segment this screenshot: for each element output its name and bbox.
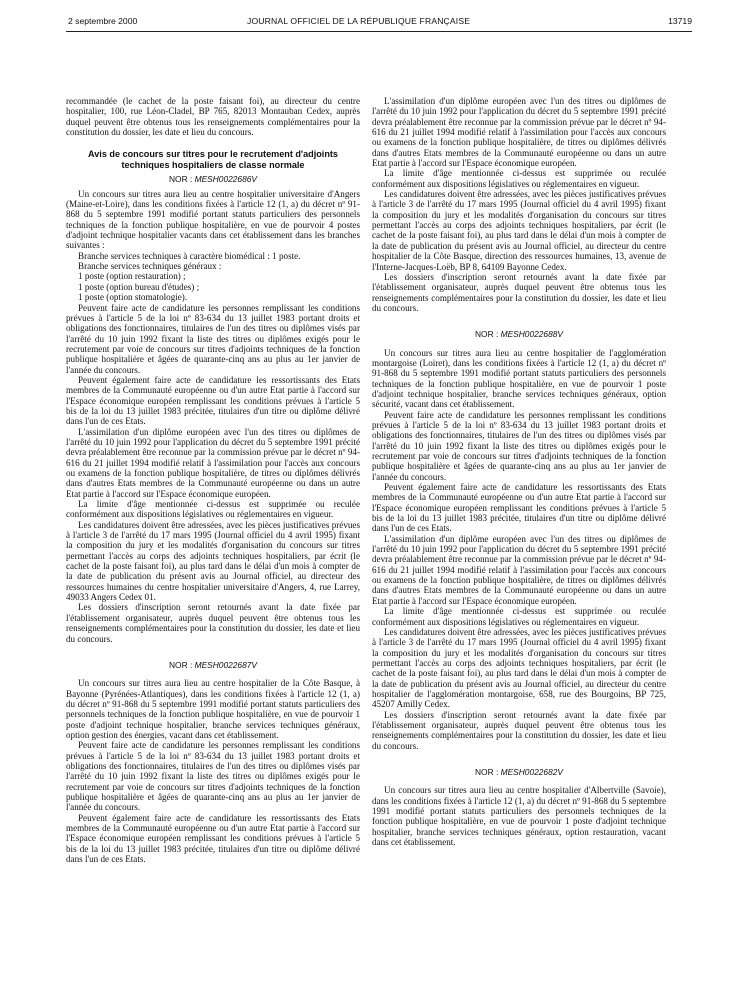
issue-date: 2 septembre 2000 bbox=[68, 16, 138, 26]
paragraph: Les dossiers d'inscription seront retournés avant la date fixée par l'établissement organisateur, auprès duquel peuvent être obtenus tous les renseignements complémentaires pour la constitution du dossier, les date et lieu du concours. bbox=[372, 709, 666, 751]
paragraph: L'assimilation d'un diplôme européen avec l'un des titres ou diplômes de l'arrêté du 10 juin 1992 pour l'application du décret du 5 septembre 1991 précité devra préalablement être reconnue par la commission prévue par le décret nº 94-616 du 21 juillet 1994 modifié relatif à l'assimilation pour l'accès aux concours ou examens de la fonction publique hospitalière, de titres ou diplômes délivrés dans d'autres Etats membres de la Communauté européenne ou dans un autre Etat partie à l'accord sur l'Espace économique européen. bbox=[66, 426, 360, 499]
paragraph: Un concours sur titres aura lieu au centre hospitalier de l'agglomération montargoise (Loiret), dans les conditions fixées à l'article 12 (1, a) du décret nº 91-868 du 5 septembre 1991 modifié portant statuts particuliers des personnels techniques de la fonction publique hospitalière, en vue de pourvoir 1 poste d'adjoint technique hospitalier, branche services techniques généraux, option sécurité, vacant dans cet établissement. bbox=[372, 347, 666, 410]
paragraph: Les candidatures doivent être adressées, avec les pièces justificatives prévues à l'article 3 de l'arrêté du 17 mars 1995 (Journal officiel du 4 avril 1995) fixant la composition du jury et les modalités d'organisation du concours sur titres permettant l'accès au corps des adjoints techniques hospitaliers, par écrit (le cachet de la poste faisant foi), au plus tard dans le délai d'un mois à compter de la date de publication du présent avis au Journal officiel, au directeur du centre hospitalier de l'agglomération montargoise, 658, rue des Bourgoins, BP 725, 45207 Amilly Cedex. bbox=[372, 626, 666, 710]
nor-reference: NOR : MESH0022688V bbox=[475, 329, 563, 340]
paragraph: Peuvent faire acte de candidature les personnes remplissant les conditions prévues à l'article 5 de la loi nº 83-634 du 13 juillet 1983 portant droits et obligations des fonctionnaires, titulaires de l'un des titres ou diplômes visés par l'arrêté du 10 juin 1992 fixant la liste des titres ou diplômes exigés pour le recrutement par voie de concours sur titres d'adjoints techniques de la fonction publique hospitalière et âgées de quarante-cinq ans au plus au 1er janvier de l'année du concours. bbox=[66, 740, 360, 813]
paragraph: Peuvent également faire acte de candidature les ressortissants des Etats membres de la Communauté européenne ou d'un autre Etat partie à l'accord sur l'Espace économique européen remplissant les conditions prévues à l'article 5 bis de la loi du 13 juillet 1983 précitée, titulaires d'un titre ou diplôme délivré dans l'un de ces Etats. bbox=[66, 374, 360, 427]
paragraph: Un concours sur titres aura lieu au centre hospitalier de la Côte Basque, à Bayonne (Pyrénées-Atlantiques), dans les conditions fixées à l'article 12 (1, a) du décret nº 91-868 du 5 septembre 1991 modifié portant statuts particuliers des personnels techniques de la fonction publique hospitalière, en vue de pourvoir 1 poste d'adjoint technique hospitalier, branche services techniques généraux, option gestion des énergies, vacant dans cet établissement. bbox=[66, 678, 360, 740]
paragraph: Peuvent faire acte de candidature les personnes remplissant les conditions prévues à l'article 5 de la loi nº 83-634 du 13 juillet 1983 portant droits et obligations des fonctionnaires, titulaires de l'un des titres ou diplômes visés par l'arrêté du 10 juin 1992 fixant la liste des titres ou diplômes exigés pour le recrutement par voie de concours sur titres d'adjoints techniques de la fonction publique hospitalière et âgées de quarante-cinq ans au plus au 1er janvier de l'année du concours. bbox=[66, 302, 360, 375]
paragraph: La limite d'âge mentionnée ci-dessus est supprimée ou reculée conformément aux dispositions législatives ou réglementaires en vigueur. bbox=[372, 606, 666, 627]
paragraph: Les dossiers d'inscription seront retournés avant la date fixée par l'établissement organisateur, auprès duquel peuvent être obtenus tous les renseignements complémentaires pour la constitution du dossier, les date et lieu du concours. bbox=[66, 602, 360, 644]
paragraph: Un concours sur titres aura lieu au centre hospitalier universitaire d'Angers (Maine-et-Loire), dans les conditions fixées à l'article 12 (1, a) du décret nº 91-868 du 5 septembre 1991 modifié portant statuts particuliers des personnels techniques de la fonction publique hospitalière, en vue de pourvoir 4 postes d'adjoint technique hospitalier vacants dans cet établissement dans les branches suivantes : bbox=[66, 188, 360, 251]
list-item: 1 poste (option bureau d'études) ; bbox=[78, 281, 200, 292]
paragraph: L'assimilation d'un diplôme européen avec l'un des titres ou diplômes de l'arrêté du 10 juin 1992 pour l'application du décret du 5 septembre 1991 précité devra préalablement être reconnue par la commission prévue par le décret nº 94-616 du 21 juillet 1994 modifié relatif à l'assimilation pour l'accès aux concours ou examens de la fonction publique hospitalière, de titres ou diplômes délivrés dans d'autres Etats membres de la Communauté européenne ou dans un autre Etat partie à l'accord sur l'Espace économique européen. bbox=[372, 533, 666, 606]
paragraph: Les candidatures doivent être adressées, avec les pièces justificatives prévues à l'article 3 de l'arrêté du 17 mars 1995 (Journal officiel du 4 avril 1995) fixant la composition du jury et les modalités d'organisation du concours sur titres permettant l'accès au corps des adjoints techniques hospitaliers, par écrit (le cachet de la poste faisant foi), au plus tard dans le délai d'un mois à compter de la date de publication du présent avis au Journal officiel, au directeur des ressources humaines du centre hospitalier universitaire d'Angers, 4, rue Larrey, 49033 Angers Cedex 01. bbox=[66, 519, 360, 603]
paragraph: recommandée (le cachet de la poste faisant foi), au directeur du centre hospitalier, 100, rue Léon-Cladel, BP 765, 82013 Montauban Cedex, auprès duquel peuvent être obtenus tous les renseignements complémentaires pour la constitution du dossier, les date et lieu du concours. bbox=[66, 96, 360, 138]
list-item: 1 poste (option restauration) ; bbox=[78, 271, 186, 282]
list-item: Branche services techniques à caractère biomédical : 1 poste. bbox=[78, 250, 301, 261]
paragraph: La limite d'âge mentionnée ci-dessus est supprimée ou reculée conformément aux dispositions législatives ou réglementaires en vigueur. bbox=[66, 499, 360, 520]
paragraph: L'assimilation d'un diplôme européen avec l'un des titres ou diplômes de l'arrêté du 10 juin 1992 pour l'application du décret du 5 septembre 1991 précité devra préalablement être reconnue par la commission prévue par le décret nº 94-616 du 21 juillet 1994 modifié relatif à l'assimilation pour l'accès aux concours ou examens de la fonction publique hospitalière, de titres ou diplômes délivrés dans d'autres Etats membres de la Communauté européenne ou dans un autre Etat partie à l'accord sur l'Espace économique européen. bbox=[372, 96, 666, 169]
journal-title: JOURNAL OFFICIEL DE LA RÉPUBLIQUE FRANÇAISE bbox=[247, 16, 471, 26]
list-item: 1 poste (option stomatologie). bbox=[78, 292, 188, 303]
list-item: Branche services techniques généraux : bbox=[78, 261, 222, 272]
paragraph: La limite d'âge mentionnée ci-dessus est supprimée ou reculée conformément aux dispositions législatives ou réglementaires en vigueur. bbox=[372, 168, 666, 189]
paragraph: Les dossiers d'inscription seront retournés avant la date fixée par l'établissement organisateur, auprès duquel peuvent être obtenus tous les renseignements complémentaires pour la constitution du dossier, les date et lieu du concours. bbox=[372, 271, 666, 313]
paragraph: Un concours sur titres aura lieu au centre hospitalier d'Albertville (Savoie), dans les conditions fixées à l'article 12 (1, a) du décret nº 91-868 du 5 septembre 1991 modifié portant statuts particuliers des personnels techniques de la fonction publique hospitalière, en vue de pourvoir 1 poste d'adjoint technique hospitalier, branche services techniques généraux, option restauration, vacant dans cet établissement. bbox=[372, 785, 666, 848]
page-number: 13719 bbox=[668, 16, 692, 26]
nor-reference: NOR : MESH0022686V bbox=[169, 174, 257, 185]
nor-reference: NOR : MESH0022682V bbox=[475, 766, 563, 777]
right-column bbox=[372, 96, 666, 847]
paragraph: Peuvent également faire acte de candidature les ressortissants des Etats membres de la Communauté européenne ou d'un autre Etat partie à l'accord sur l'Espace économique européen remplissant les conditions prévues à l'article 5 bis de la loi du 13 juillet 1983 précitée, titulaires d'un titre ou diplôme délivré dans l'un de ces Etats. bbox=[372, 482, 666, 534]
paragraph: Peuvent également faire acte de candidature les ressortissants des Etats membres de la Communauté européenne ou d'un autre Etat partie à l'accord sur l'Espace économique européen remplissant les conditions prévues à l'article 5 bis de la loi du 13 juillet 1983 précitée, titulaires d'un titre ou diplôme délivré dans l'un de ces Etats. bbox=[66, 812, 360, 865]
left-column bbox=[66, 96, 360, 864]
nor-reference: NOR : MESH0022687V bbox=[169, 659, 257, 670]
page-header bbox=[62, 16, 692, 32]
header-rule bbox=[66, 31, 692, 32]
paragraph: Les candidatures doivent être adressées, avec les pièces justificatives prévues à l'article 3 de l'arrêté du 17 mars 1995 (Journal officiel du 4 avril 1995) fixant la composition du jury et les modalités d'organisation du concours sur titres permettant l'accès au corps des adjoints techniques hospitaliers, par écrit (le cachet de la poste faisant foi), au plus tard dans le délai d'un mois à compter de la date de publication du présent avis au Journal officiel, au directeur du centre hospitalier de la Côte Basque, direction des ressources humaines, 13, avenue de l'Interne-Jacques-Loëb, BP 8, 64109 Bayonne Cedex. bbox=[372, 189, 666, 272]
paragraph: Peuvent faire acte de candidature les personnes remplissant les conditions prévues à l'article 5 de la loi nº 83-634 du 13 juillet 1983 portant droits et obligations des fonctionnaires, titulaires de l'un des titres ou diplômes visés par l'arrêté du 10 juin 1992 fixant la liste des titres ou diplômes exigés pour le recrutement par voie de concours sur titres d'adjoints techniques de la fonction publique hospitalière et âgées de quarante-cinq ans au plus au 1er janvier de l'année du concours. bbox=[372, 409, 666, 482]
notice-heading: Avis de concours sur titres pour le recrutement d'adjoints techniques hospitaliers de classe normale bbox=[88, 149, 338, 171]
